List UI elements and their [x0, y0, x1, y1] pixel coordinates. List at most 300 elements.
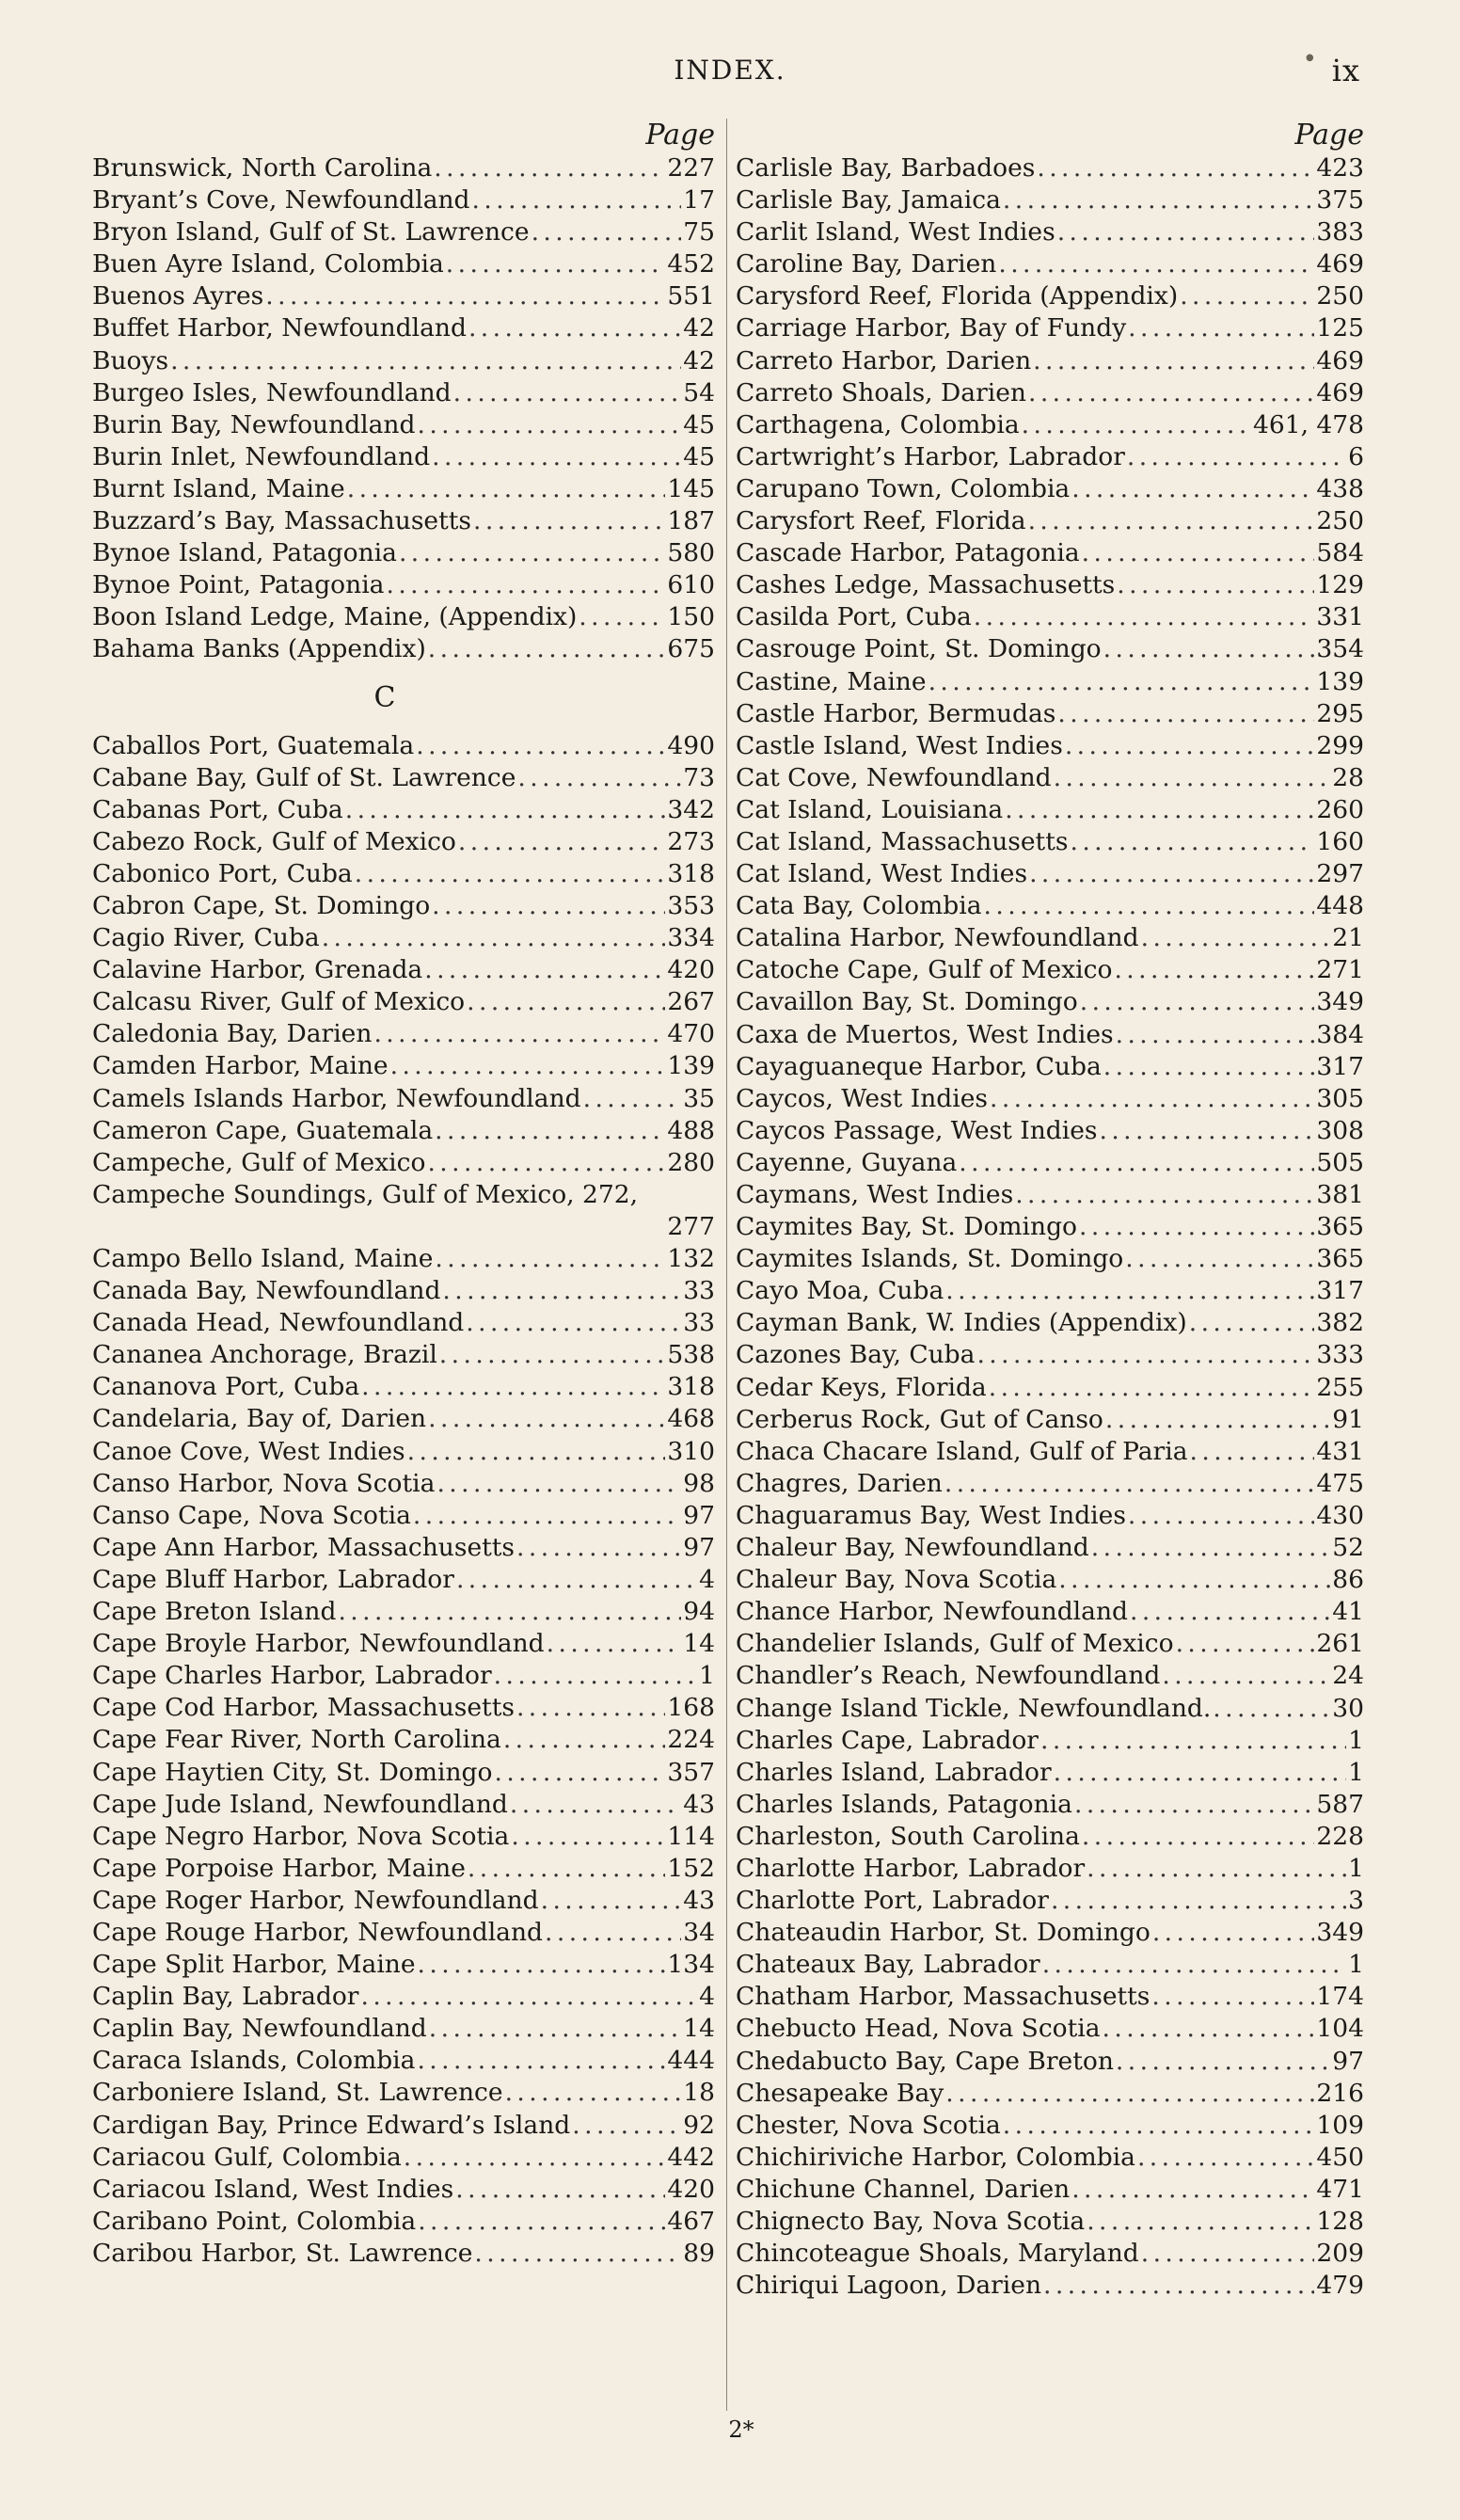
entry-name: Casrouge Point, St. Domingo: [736, 634, 1102, 664]
leader-dots: [987, 1372, 1315, 1404]
entry-name: Chaleur Bay, Nova Scotia: [736, 1565, 1057, 1595]
entry-name: Catalina Harbor, Newfoundland: [736, 923, 1139, 953]
leader-dots: [1031, 345, 1314, 377]
leader-dots: [539, 1885, 682, 1917]
entry-page: 6: [1348, 441, 1364, 471]
entry-page: 18: [683, 2078, 715, 2108]
leader-dots: [1049, 1885, 1346, 1917]
entry-name: Cariacou Island, West Indies: [92, 2174, 454, 2204]
index-entry: [736, 473, 1364, 505]
index-entry: [92, 1500, 715, 1532]
index-entry: [92, 922, 715, 954]
entry-name: Castle Harbor, Bermudas: [736, 698, 1056, 728]
entry-page: 255: [1316, 1372, 1364, 1402]
leader-dots: [1035, 152, 1314, 184]
index-entry: [736, 1693, 1364, 1725]
entry-name: Cape Fear River, North Carolina: [92, 1725, 501, 1755]
page-header: [0, 45, 1460, 92]
index-entry: [92, 248, 715, 280]
leader-dots: [530, 216, 682, 248]
entry-name: Caplin Bay, Labrador: [92, 1982, 359, 2012]
leader-dots: [343, 794, 666, 826]
entry-name: Chedabucto Bay, Cape Breton: [736, 2046, 1114, 2076]
index-entry: [736, 1372, 1364, 1404]
entry-page: 28: [1332, 762, 1364, 792]
index-entry: [92, 2110, 715, 2142]
entry-name: Cape Split Harbor, Maine: [92, 1950, 416, 1980]
entry-name: Campeche Soundings, Gulf of Mexico, 272,: [92, 1179, 639, 1209]
leader-dots: [1020, 409, 1251, 441]
entry-page: 310: [667, 1436, 715, 1466]
entry-name: Canada Head, Newfoundland: [92, 1308, 465, 1338]
leader-dots: [432, 152, 665, 184]
entry-name: Carlit Island, West Indies: [736, 217, 1055, 247]
entry-page: 250: [1316, 506, 1364, 536]
entry-page: 14: [683, 1629, 715, 1659]
entry-name: Chagres, Darien: [736, 1468, 943, 1498]
leader-dots: [427, 2013, 681, 2045]
index-entry: [736, 922, 1364, 954]
leader-dots: [581, 1083, 682, 1115]
right-column: [736, 119, 1364, 2405]
leader-dots: [1135, 2142, 1314, 2174]
index-entry: [736, 858, 1364, 890]
leader-dots: [1123, 1243, 1314, 1275]
index-entry: [92, 216, 715, 248]
index-entry: [736, 1757, 1364, 1789]
entry-name: Carupano Town, Colombia: [736, 473, 1071, 503]
index-entry: [736, 762, 1364, 794]
leader-dots: [1001, 184, 1314, 216]
entry-name: Cata Bay, Colombia: [736, 891, 982, 921]
index-entry: [92, 890, 715, 922]
entry-page: 375: [1316, 185, 1364, 215]
index-entry: [736, 730, 1364, 762]
index-entry: [736, 1307, 1364, 1339]
leader-dots: [1026, 377, 1314, 409]
entry-name: Catoche Cape, Gulf of Mexico: [736, 955, 1113, 985]
index-entry: [92, 409, 715, 441]
leader-dots: [1125, 441, 1346, 473]
entry-page: 125: [1316, 313, 1364, 343]
entry-name: Chincoteague Shoals, Maryland: [736, 2239, 1139, 2269]
entry-page: 260: [1316, 794, 1364, 824]
entry-page: 42: [683, 345, 715, 375]
entry-page: 94: [683, 1597, 715, 1627]
index-entry: [92, 1275, 715, 1307]
index-entry: [736, 1019, 1364, 1051]
leader-dots: [543, 1917, 681, 1949]
entry-name: Buen Ayre Island, Colombia: [92, 249, 444, 279]
entry-page: 357: [667, 1757, 715, 1787]
index-entry: [736, 2270, 1364, 2302]
entry-name: Carthagena, Colombia: [736, 409, 1020, 439]
index-entry: [736, 1083, 1364, 1115]
entry-page: 114: [667, 1821, 715, 1851]
index-entry: [736, 2078, 1364, 2110]
index-entry: [92, 1147, 715, 1179]
index-entry: [736, 2142, 1364, 2174]
entry-name: Chandler’s Reach, Newfoundland: [736, 1661, 1161, 1691]
leader-dots: [545, 1628, 682, 1660]
index-entry: [92, 1757, 715, 1789]
page-title: INDEX.: [674, 55, 786, 86]
entry-name: Chignecto Bay, Nova Scotia: [736, 2207, 1086, 2236]
index-entry: [736, 184, 1364, 216]
entry-page: 675: [667, 634, 715, 664]
leader-dots: [1139, 2238, 1315, 2270]
entry-name: Cape Roger Harbor, Newfoundland: [92, 1885, 539, 1915]
index-entry: [736, 794, 1364, 826]
index-entry: [92, 730, 715, 762]
leader-dots: [1112, 954, 1314, 986]
entry-name: Bryant’s Cove, Newfoundland: [92, 185, 470, 215]
entry-name: Chichiriviche Harbor, Colombia: [736, 2142, 1135, 2172]
entry-page: 109: [1316, 2110, 1364, 2140]
entry-page: 35: [683, 1083, 715, 1113]
entry-page: 384: [1316, 1019, 1364, 1049]
leader-dots: [433, 1243, 665, 1275]
entry-page: 584: [1316, 538, 1364, 568]
entry-name: Candelaria, Bay of, Darien: [92, 1404, 427, 1434]
entry-name: Cerberus Rock, Gut of Canso: [736, 1404, 1103, 1434]
entry-name: Cayenne, Guyana: [736, 1147, 958, 1177]
entry-page: 431: [1316, 1436, 1364, 1466]
leader-dots: [1068, 826, 1314, 858]
entry-name: Camels Islands Harbor, Newfoundland: [92, 1083, 581, 1113]
entry-name: Carboniere Island, St. Lawrence: [92, 2078, 503, 2108]
index-entry: [92, 2142, 715, 2174]
entry-page: 280: [667, 1147, 715, 1177]
index-entry: [92, 441, 715, 473]
entry-page: 333: [1316, 1340, 1364, 1370]
index-entry: [736, 1981, 1364, 2013]
entry-page: 490: [667, 730, 715, 760]
index-entry: [736, 409, 1364, 441]
entry-page: 41: [1332, 1597, 1364, 1627]
entry-page: 224: [667, 1725, 715, 1755]
entry-page: 317: [1316, 1051, 1364, 1081]
printer-mark: •: [1302, 45, 1317, 73]
entry-name: Chebucto Head, Nova Scotia: [736, 2014, 1101, 2044]
index-entry: [736, 986, 1364, 1018]
index-entry: [736, 2110, 1364, 2142]
entry-page: 271: [1316, 955, 1364, 985]
leader-dots: [1072, 1789, 1314, 1821]
entry-name: Cashes Ledge, Massachusetts: [736, 570, 1116, 600]
index-entry: [92, 2013, 715, 2045]
entry-page: 97: [683, 1500, 715, 1530]
entry-page: 277: [667, 1211, 715, 1241]
leader-dots: [1126, 1500, 1314, 1532]
entry-name: Cape Broyle Harbor, Newfoundland: [92, 1629, 545, 1659]
index-entry: [92, 1083, 715, 1115]
entry-name: Cabanas Port, Cuba: [92, 794, 343, 824]
entry-name: Cameron Cape, Guatemala: [92, 1115, 434, 1145]
entry-page: 97: [1332, 2046, 1364, 2076]
index-entry: [92, 1018, 715, 1050]
index-entry: [736, 441, 1364, 473]
entry-page: 365: [1316, 1212, 1364, 1242]
index-entry: [92, 1436, 715, 1468]
entry-name: Calavine Harbor, Grenada: [92, 955, 423, 985]
entry-page: 33: [683, 1276, 715, 1306]
leader-dots: [397, 537, 665, 569]
leader-dots: [433, 1115, 665, 1147]
index-entry: [736, 1725, 1364, 1757]
entry-page: 139: [667, 1051, 715, 1081]
leader-dots: [1139, 922, 1331, 954]
entry-name: Caribou Harbor, St. Lawrence: [92, 2238, 473, 2268]
entry-name: Burin Inlet, Newfoundland: [92, 441, 431, 471]
index-entry: [92, 377, 715, 409]
entry-page: 305: [1316, 1083, 1364, 1113]
entry-page: 128: [1316, 2207, 1364, 2236]
entry-page: 381: [1316, 1180, 1364, 1209]
entry-name: Carysfort Reef, Florida: [736, 506, 1026, 536]
entry-page: 1: [1348, 1757, 1364, 1787]
entry-page: 475: [1316, 1468, 1364, 1498]
leader-dots: [1151, 1917, 1315, 1949]
index-entry: [92, 1468, 715, 1500]
entry-name: Charlotte Port, Labrador: [736, 1886, 1049, 1916]
leader-dots: [405, 1436, 666, 1468]
leader-dots: [454, 1564, 697, 1596]
entry-page: 452: [667, 249, 715, 279]
entry-name: Caymans, West Indies: [736, 1180, 1014, 1209]
leader-dots: [415, 2045, 665, 2077]
index-entry: [92, 2238, 715, 2270]
leader-dots: [320, 922, 666, 954]
entry-name: Cape Cod Harbor, Massachusetts: [92, 1693, 515, 1723]
entry-name: Chateaux Bay, Labrador: [736, 1950, 1040, 1980]
leader-dots: [1039, 1725, 1346, 1757]
leader-dots: [1114, 1019, 1315, 1051]
index-entry: [92, 1243, 715, 1275]
entry-page: 365: [1316, 1244, 1364, 1274]
entry-name: Buffet Harbor, Newfoundland: [92, 313, 467, 343]
leader-dots: [943, 1468, 1315, 1500]
entry-page: 488: [667, 1115, 715, 1145]
entry-page: 587: [1316, 1789, 1364, 1819]
leader-dots: [336, 1596, 681, 1628]
entry-page: 34: [683, 1917, 715, 1947]
leader-dots: [1211, 1693, 1330, 1725]
entry-name: Cayaguaneque Harbor, Cuba: [736, 1051, 1102, 1081]
index-entry: [92, 184, 715, 216]
leader-dots: [415, 409, 681, 441]
entry-name: Calcasu River, Gulf of Mexico: [92, 987, 466, 1017]
entry-name: Chateaudin Harbor, St. Domingo: [736, 1918, 1151, 1948]
leader-dots: [1188, 1436, 1315, 1468]
entry-name: Cedar Keys, Florida: [736, 1372, 987, 1402]
index-entry: [92, 1789, 715, 1821]
entry-name: Campeche, Gulf of Mexico: [92, 1147, 426, 1177]
entry-name: Caplin Bay, Newfoundland: [92, 2014, 427, 2044]
entry-name: Cape Ann Harbor, Massachusetts: [92, 1532, 516, 1562]
entry-name: Carysford Reef, Florida (Appendix): [736, 281, 1179, 311]
entry-page: 1: [1348, 1853, 1364, 1883]
index-entry: [92, 1532, 715, 1564]
leader-dots: [353, 858, 666, 890]
entry-page: 209: [1316, 2239, 1364, 2269]
index-entry: [736, 1532, 1364, 1564]
leader-dots: [465, 986, 665, 1018]
entry-page: 349: [1316, 1918, 1364, 1948]
leader-dots: [435, 1468, 681, 1500]
leader-dots: [416, 1949, 666, 1981]
index-entry: [736, 345, 1364, 377]
entry-name: Cat Island, Louisiana: [736, 794, 1004, 824]
entry-page: 97: [683, 1532, 715, 1562]
entry-name: Buzzard’s Bay, Massachusetts: [92, 506, 471, 536]
entry-name: Cananea Anchorage, Brazil: [92, 1340, 437, 1370]
index-entry: [92, 2077, 715, 2109]
index-entry: [92, 826, 715, 858]
index-entry: [92, 2174, 715, 2206]
entry-name: Campo Bello Island, Maine: [92, 1244, 434, 1273]
leader-dots: [467, 312, 681, 344]
entry-name: Chatham Harbor, Massachusetts: [736, 1982, 1151, 2012]
index-entry: [736, 1628, 1364, 1660]
index-entry: [92, 954, 715, 986]
entry-name: Bryon Island, Gulf of St. Lawrence: [92, 217, 530, 247]
index-entry: [736, 1115, 1364, 1147]
entry-page: 308: [1316, 1115, 1364, 1145]
leader-dots: [416, 2206, 665, 2238]
index-entry: [736, 1051, 1364, 1083]
entry-page: 469: [1316, 377, 1364, 407]
entry-name: Chance Harbor, Newfoundland: [736, 1597, 1128, 1627]
leader-dots: [944, 2078, 1314, 2110]
leader-dots: [389, 1050, 666, 1082]
leader-dots: [437, 1339, 666, 1371]
entry-name: Cariacou Gulf, Colombia: [92, 2142, 402, 2172]
entry-page: 187: [667, 506, 715, 536]
entry-page: 54: [683, 377, 715, 407]
entry-name: Cabonico Port, Cuba: [92, 858, 353, 888]
leader-dots: [1052, 762, 1331, 794]
entry-page: 4: [699, 1564, 715, 1594]
entry-page: 4: [699, 1982, 715, 2012]
leader-dots: [471, 505, 665, 537]
entry-page: 75: [683, 217, 715, 247]
entry-page: 334: [667, 923, 715, 953]
leader-dots: [263, 280, 665, 312]
entry-name: Cat Island, Massachusetts: [736, 826, 1069, 856]
index-entry: [736, 1500, 1364, 1532]
entry-name: Caymites Bay, St. Domingo: [736, 1212, 1078, 1242]
leader-dots: [1080, 537, 1315, 569]
index-entry: [736, 1789, 1364, 1821]
leader-dots: [1085, 2206, 1314, 2238]
entry-page: 383: [1316, 217, 1364, 247]
index-entry: [736, 666, 1364, 698]
index-entry: [736, 954, 1364, 986]
entry-name: Buoys: [92, 345, 169, 375]
entry-name: Camden Harbor, Maine: [92, 1051, 389, 1081]
entry-page: 438: [1316, 473, 1364, 503]
entry-name: Casilda Port, Cuba: [736, 602, 972, 632]
entry-name: Caribano Point, Colombia: [92, 2206, 417, 2236]
right-entries: [736, 152, 1364, 2302]
index-entry: [736, 280, 1364, 312]
leader-dots: [1128, 1596, 1330, 1628]
index-entry: [736, 537, 1364, 569]
leader-dots: [1114, 2046, 1330, 2078]
index-entry: [92, 986, 715, 1018]
entry-name: Burgeo Isles, Newfoundland: [92, 377, 452, 407]
index-entry: [736, 2206, 1364, 2238]
entry-page: 299: [1316, 730, 1364, 760]
leader-dots: [1026, 505, 1315, 537]
entry-page: 468: [667, 1404, 715, 1434]
page-number: ix: [1331, 53, 1360, 88]
entry-page: 1: [699, 1661, 715, 1691]
entry-page: 538: [667, 1340, 715, 1370]
entry-name: Charlotte Harbor, Labrador: [736, 1853, 1086, 1883]
leader-dots: [1055, 698, 1314, 730]
left-page-label: Page: [645, 119, 715, 152]
entry-name: Brunswick, North Carolina: [92, 153, 433, 183]
entry-name: Cabron Cape, St. Domingo: [92, 890, 431, 920]
index-entry: [736, 248, 1364, 280]
entry-name: Cagio River, Cuba: [92, 923, 320, 953]
entry-page: 160: [1316, 826, 1364, 856]
entry-name: Charles Island, Labrador: [736, 1757, 1052, 1787]
leader-dots: [1103, 1404, 1330, 1436]
leader-dots: [1178, 280, 1314, 312]
index-entry: [92, 794, 715, 826]
entry-name: Cabezo Rock, Gulf of Mexico: [92, 826, 456, 856]
entry-name: Buenos Ayres: [92, 281, 264, 311]
index-entry: [92, 569, 715, 601]
entry-name: Cayo Moa, Cuba: [736, 1276, 944, 1306]
entry-page: 139: [1316, 666, 1364, 696]
entry-name: Cape Haytien City, St. Domingo: [92, 1757, 493, 1787]
leader-dots: [358, 1981, 697, 2013]
leader-dots: [1070, 473, 1314, 505]
entry-name: Burin Bay, Newfoundland: [92, 409, 416, 439]
index-entry: [92, 1917, 715, 1949]
index-entry: [736, 2238, 1364, 2270]
leader-dots: [1080, 1821, 1314, 1853]
entry-page: 24: [1332, 1661, 1364, 1691]
entry-page: 469: [1316, 249, 1364, 279]
entry-name: Cape Breton Island: [92, 1597, 337, 1627]
index-entry: [92, 1949, 715, 1981]
leader-dots: [1101, 2013, 1315, 2045]
index-entry: [92, 633, 715, 665]
leader-dots: [426, 633, 666, 665]
entry-name: Change Island Tickle, Newfoundland.: [736, 1693, 1212, 1723]
entry-name: Carriage Harbor, Bay of Fundy: [736, 313, 1127, 343]
leader-dots: [988, 1083, 1314, 1115]
leader-dots: [516, 762, 681, 794]
index-entry: [736, 1339, 1364, 1371]
index-entry: [92, 473, 715, 505]
entry-page: 423: [1316, 153, 1364, 183]
leader-dots: [426, 1403, 665, 1435]
leader-dots: [1160, 1660, 1330, 1692]
index-entry: [736, 152, 1364, 184]
entry-page: 43: [683, 1789, 715, 1819]
entry-name: Chichune Channel, Darien: [736, 2174, 1071, 2204]
leader-dots: [1102, 1051, 1315, 1083]
entry-page: 98: [683, 1468, 715, 1498]
leader-dots: [430, 441, 681, 473]
entry-name: Caxa de Muertos, West Indies: [736, 1019, 1114, 1049]
